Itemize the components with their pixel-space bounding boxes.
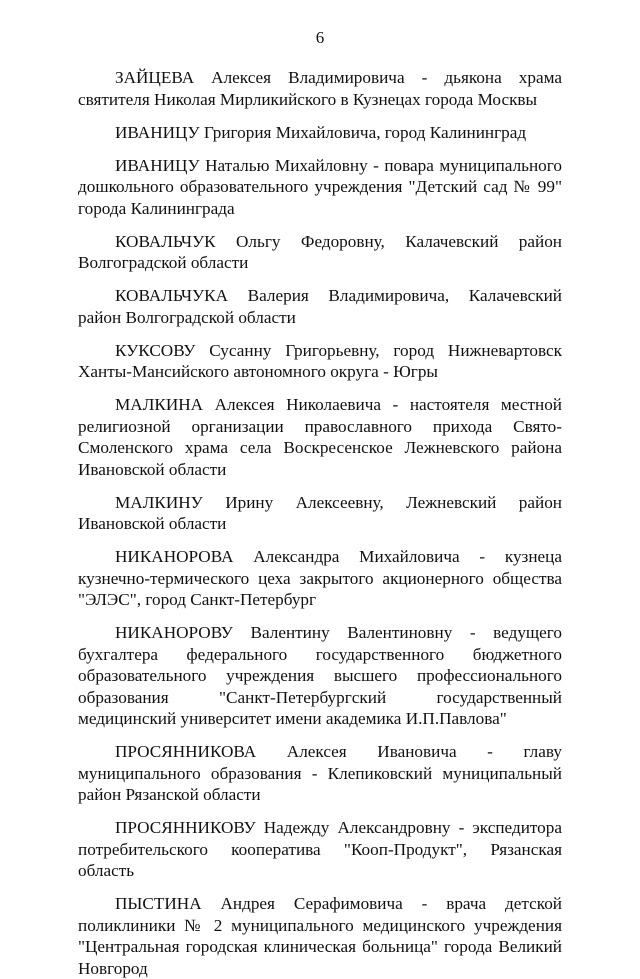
list-item: МАЛКИНА Алексея Николаевича - настоятеля местной религиозной организации православного прихода Свято-Смоленского храма села Воскресенское Лежневского района Ивановской области: [78, 395, 562, 479]
award-list: [78, 67, 562, 979]
list-item: ПРОСЯННИКОВА Алексея Ивановича - главу муниципального образования - Клепиковский муниципальный район Рязанской области: [78, 742, 562, 804]
list-item: ИВАНИЦУ Григория Михайловича, город Калининград: [115, 122, 527, 142]
list-item: ИВАНИЦУ Наталью Михайловну - повара муниципального дошкольного образовательного учреждения "Детский сад № 99" города Калининграда: [78, 155, 562, 218]
list-item: ЗАЙЦЕВА Алексея Владимировича - дьякона храма святителя Николая Мирликийского в Кузнецах города Москвы: [78, 68, 562, 109]
list-item: КОВАЛЬЧУК Ольгу Федоровну, Калачевский район Волгоградской области: [78, 231, 562, 272]
list-item: МАЛКИНУ Ирину Алексеевну, Лежневский район Ивановской области: [78, 492, 562, 533]
list-item: КОВАЛЬЧУКА Валерия Владимировича, Калачевский район Волгоградской области: [78, 286, 562, 327]
list-item: ПЫСТИНА Андрея Серафимовича - врача детской поликлиники № 2 муниципального медицинского учреждения "Центральная городская клиническая больница" города Великий Новгород: [78, 894, 562, 978]
page-number: 6: [315, 28, 325, 47]
list-item: ПРОСЯННИКОВУ Надежду Александровну - экспедитора потребительского кооператива "Кооп-Продукт", Рязанская область: [78, 818, 562, 880]
list-item: КУКСОВУ Сусанну Григорьевну, город Нижневартовск Ханты-Мансийского автономного округа - Югры: [78, 340, 562, 381]
list-item: НИКАНОРОВА Александра Михайловича - кузнеца кузнечно-термического цеха закрытого акционерного общества "ЭЛЭС", город Санкт-Петербург: [78, 547, 562, 609]
list-item: НИКАНОРОВУ Валентину Валентиновну - ведущего бухгалтера федерального государственного бюджетного образовательного учреждения высшего профессионального образования "Санкт-Петербургский государственный медицинский университет имени академика И.П.Павлова": [78, 623, 562, 728]
